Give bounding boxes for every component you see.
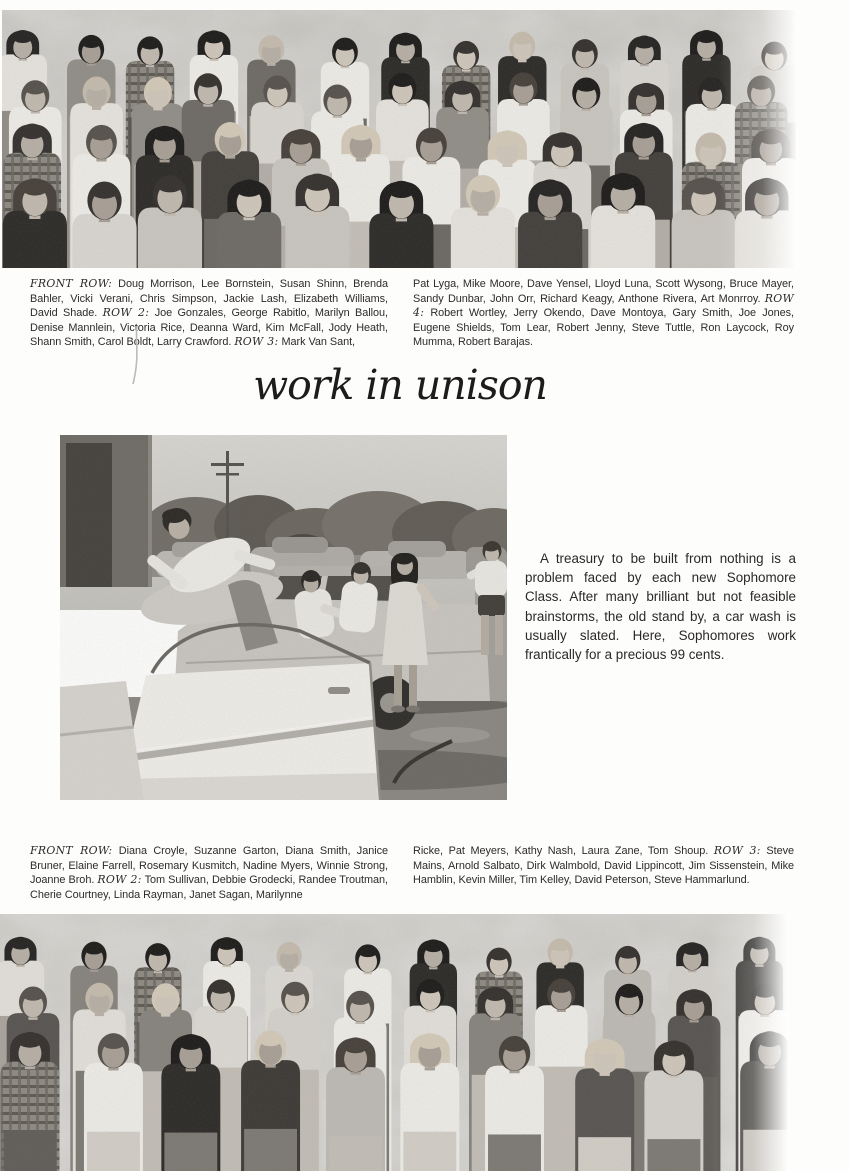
caption-column-left: FRONT ROW: Doug Morrison, Lee Bornstein, Susan Shinn, Brenda Bahler, Vicki Verani, Chris Simpson, Jackie Lash, Elizabeth Williams, David Shade. ROW 2: Joe Gonzales, George Rabitlo, Marilyn Ballou, Denise Mannlein, Victoria Rice, Deanna Ward, Kim McFall, Jody Heath, Shann Smith, Carol Boldt, Larry Crawford. ROW 3: Mark Van Sant,	[30, 277, 388, 349]
car-wash-photo	[60, 435, 507, 800]
caption-column-left: FRONT ROW: Diana Croyle, Suzanne Garton, Diana Smith, Janice Bruner, Elaine Farrell, Rosemary Kusmitch, Nadine Myers, Winnie Strong, Joanne Broh. ROW 2: Tom Sullivan, Debbie Grodecki, Randee Troutman, Cherie Courtney, Linda Rayman, Janet Sagan, Marilynne	[30, 844, 389, 901]
row-label: ROW 3:	[713, 844, 761, 857]
top-group-photo-image	[2, 10, 798, 268]
row-label: ROW 4:	[413, 291, 794, 320]
caption-column-right: Pat Lyga, Mike Moore, Dave Yensel, Lloyd Luna, Scott Wysong, Bruce Mayer, Sandy Dunbar, John Orr, Richard Keagy, Anthone Rivera, Art Monrroy. ROW 4: Robert Wortley, Jerry Okendo, Dave Montoya, Gary Smith, Joe Jones, Eugene Shields, Tom Lear, Robert Jenny, Steve Tuttle, Ron Laycock, Roy Mumma, Robert Barajas.	[413, 278, 794, 349]
bottom-photo-caption	[30, 844, 794, 902]
bottom-group-photo	[0, 914, 789, 1171]
row-label: ROW 2:	[97, 873, 142, 887]
caption-column-right: Ricke, Pat Meyers, Kathy Nash, Laura Zane, Tom Shoup. ROW 3: Steve Mains, Arnold Salbato, Dirk Walmbold, David Lippincott, Jim Sissenstein, Mike Hamblin, Kevin Miller, Tim Kelley, David Peterson, Steve Hammarlund.	[413, 844, 794, 887]
body-paragraph: A treasury to be built from nothing is a problem faced by each new Sophomore Class. After many brilliant but not feasible brainstorms, the old stand by, a car wash is usually slated. Here, Sophomores work frantically for a precious 99 cents.	[525, 551, 796, 663]
row-label: ROW 3:	[234, 335, 279, 349]
row-label: ROW 2:	[102, 306, 150, 320]
row-label: FRONT ROW:	[30, 277, 113, 290]
car-wash-photo-image	[60, 435, 507, 800]
film-grain	[60, 435, 507, 800]
top-group-photo	[2, 10, 798, 268]
page-title: work in unison	[253, 361, 547, 409]
bottom-group-photo-image	[0, 914, 789, 1171]
row-label: FRONT ROW:	[30, 844, 113, 857]
